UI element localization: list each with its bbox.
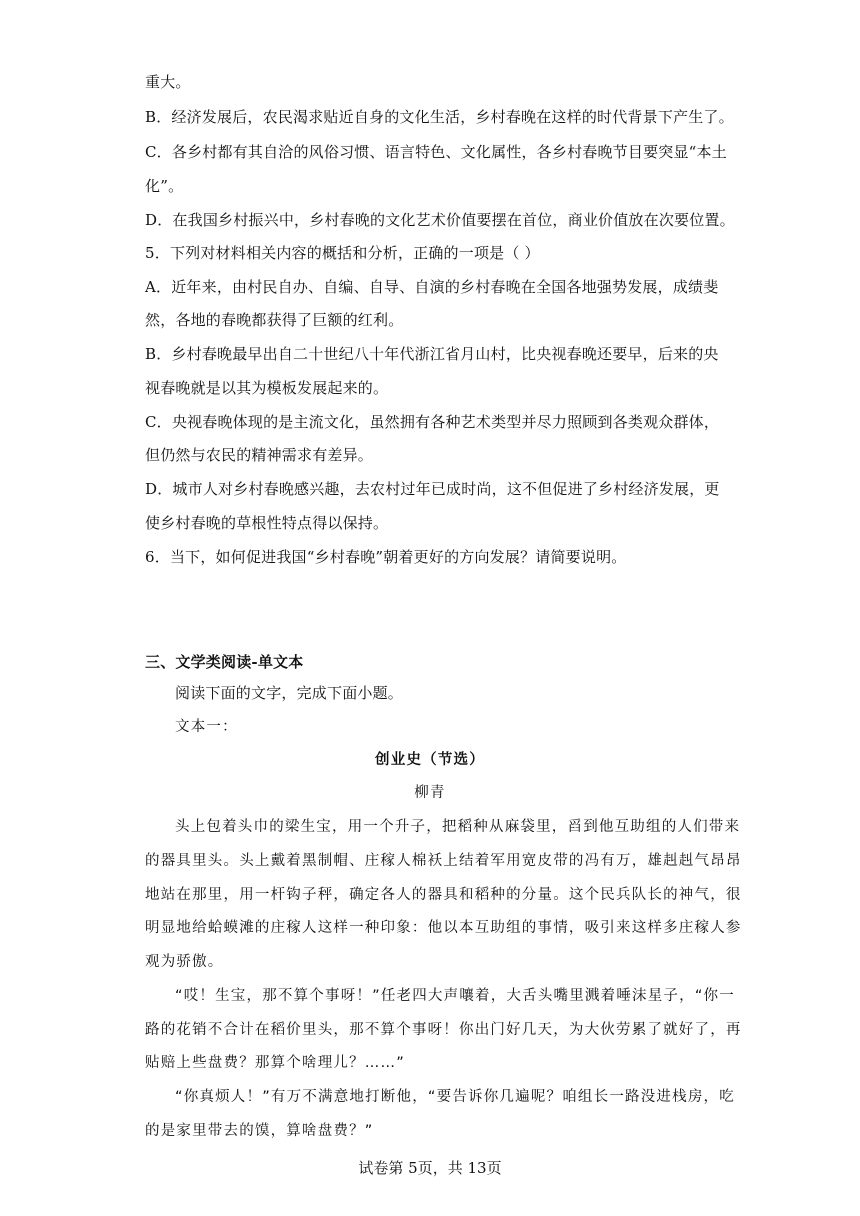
q4-option-c-line2: 化”。 — [145, 177, 184, 195]
passage-p1-line3: 地站在那里，用一杆钩子秤，确定各人的器具和稻种的分量。这个民兵队长的神气，很 — [145, 887, 742, 903]
passage-p2-line2: 路的花销不合计在稻价里头，那不算个事呀！你出门好几天，为大伙劳累了就好了，再 — [145, 1022, 742, 1038]
passage-p1-line2: 的器具里头。头上戴着黑制帽、庄稼人棉袄上结着军用宽皮带的冯有万，雄赳赳气昂昂 — [145, 853, 742, 869]
q4-option-a-tail: 重大。 — [145, 73, 191, 91]
q5-stem: 5．下列对材料相关内容的概括和分析，正确的一项是（ ） — [145, 244, 540, 262]
passage-p1-line1: 头上包着头巾的梁生宝，用一个升子，把稻种从麻袋里，舀到他互助组的人们带来 — [175, 819, 741, 835]
q5-option-a-line1: A．近年来，由村民自办、自编、自导、自演的乡村春晚在全国各地强势发展，成绩斐 — [145, 278, 719, 296]
q5-option-b-line1: B．乡村春晚最早出自二十世纪八十年代浙江省月山村，比央视春晚还要早，后来的央 — [145, 345, 719, 363]
section-heading: 三、文学类阅读-单文本 — [145, 653, 304, 671]
passage-author: 柳青 — [414, 785, 446, 801]
passage-p3-line1: “你真烦人！”有万不满意地打断他，“要告诉你几遍呢？咱组长一路没进栈房，吃 — [175, 1089, 735, 1105]
passage-title: 创业史（节选） — [375, 752, 485, 768]
text-label: 文本一： — [175, 719, 238, 735]
q6-stem: 6．当下，如何促进我国“乡村春晚”朝着更好的方向发展？请简要说明。 — [145, 548, 627, 566]
page-number-footer: 试卷第 5页，共 13页 — [358, 1159, 502, 1177]
passage-p1-line5: 观为骄傲。 — [145, 954, 224, 970]
q5-option-a-line2: 然，各地的春晚都获得了巨额的红利。 — [145, 311, 404, 329]
q5-option-d-line1: D．城市人对乡村春晚感兴趣，去农村过年已成时尚，这不但促进了乡村经济发展，更 — [145, 480, 720, 498]
q5-option-c-line2: 但仍然与农民的精神需求有差异。 — [145, 446, 374, 464]
passage-p1-line4: 明显地给蛤蟆滩的庄稼人这样一种印象：他以本互助组的事情，吸引来这样多庄稼人参 — [145, 920, 742, 936]
passage-p2-line3: 贴赔上些盘费？那算个啥理儿？……” — [145, 1055, 405, 1071]
q5-option-d-line2: 使乡村春晚的草根性特点得以保持。 — [145, 514, 389, 532]
passage-p2-line1: “哎！生宝，那不算个事呀！”任老四大声嚷着，大舌头嘴里溅着唾沫星子，“你一 — [175, 988, 735, 1004]
q5-option-b-line2: 视春晚就是以其为模板发展起来的。 — [145, 379, 389, 397]
q4-option-d: D．在我国乡村振兴中，乡村春晚的文化艺术价值要摆在首位，商业价值放在次要位置。 — [145, 211, 735, 229]
passage-p3-line2: 的是家里带去的馍，算啥盘费？” — [145, 1123, 374, 1139]
q5-option-c-line1: C．央视春晚体现的是主流文化，虽然拥有各种艺术类型并尽力照顾到各类观众群体， — [145, 413, 720, 431]
q4-option-c-line1: C．各乡村都有其自洽的风俗习惯、语言特色、文化属性，各乡村春晚节目要突显“本土 — [145, 143, 727, 161]
q4-option-b: B．经济发展后，农民渴求贴近自身的文化生活，乡村春晚在这样的时代背景下产生了。 — [145, 108, 734, 126]
section-instruction: 阅读下面的文字，完成下面小题。 — [175, 684, 404, 702]
